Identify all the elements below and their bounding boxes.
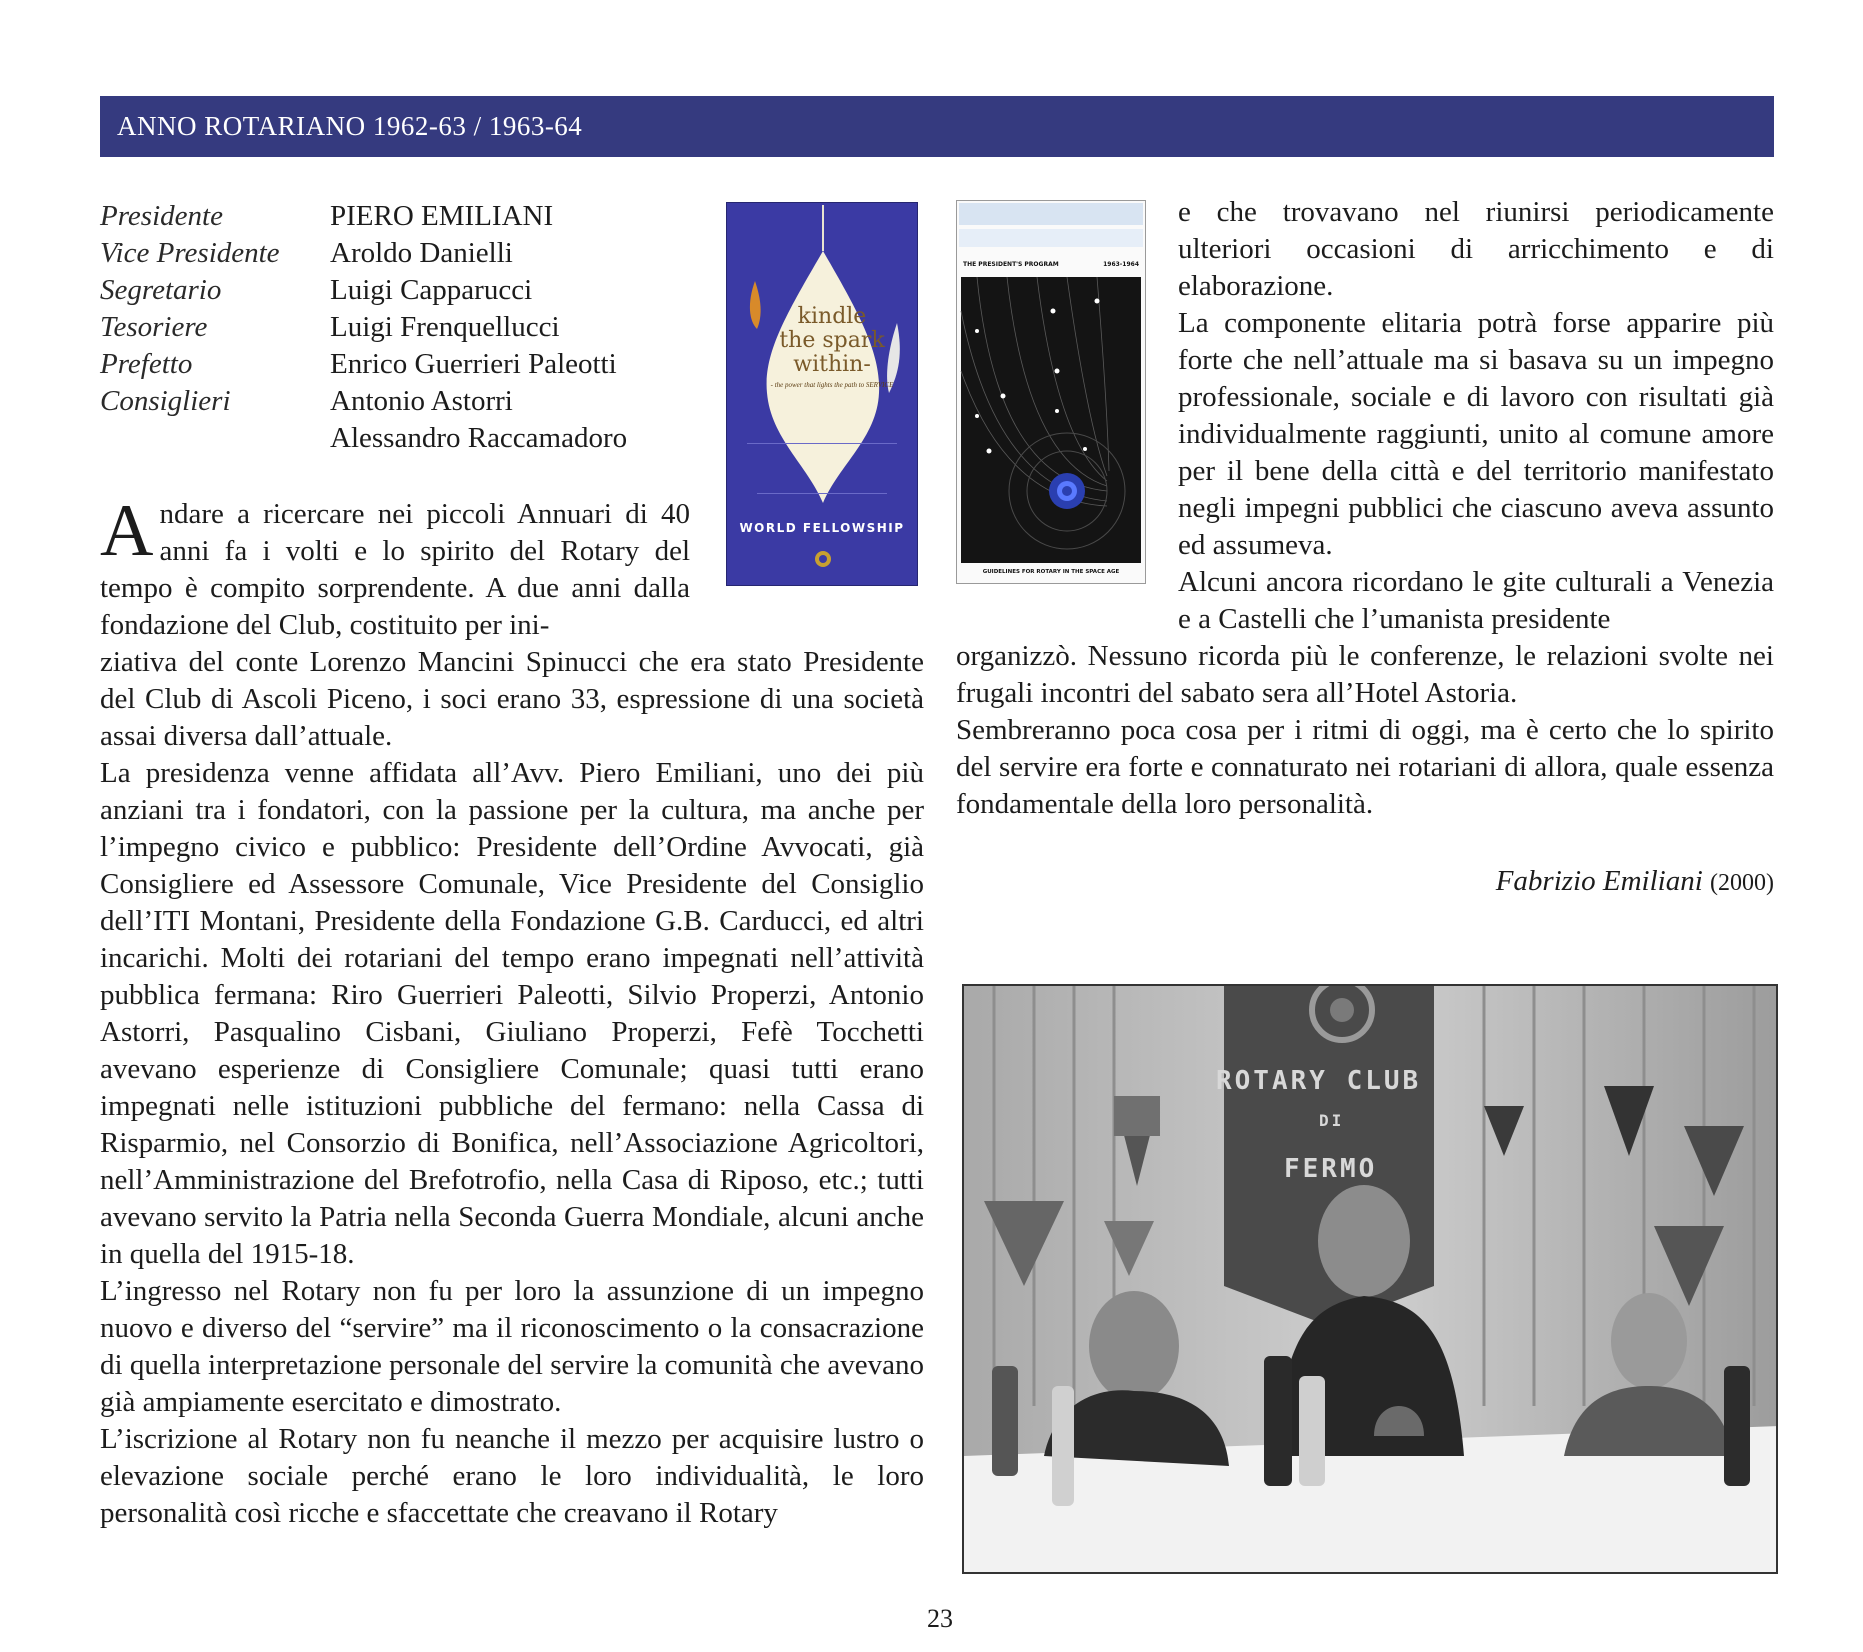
article-paragraph: La componente elitaria potrà forse apparire più forte che nell’attuale ma si basava su un impegno professionale, sociale e di lavoro con risultati già individualmente raggiunti, unito al comune amore per il bene della città e del territorio manifestato negli impegni pubblici che ciascuno aveva assunto ed assumeva. bbox=[1178, 307, 1774, 561]
cover2-header-years: 1963-1964 bbox=[1103, 261, 1139, 268]
officer-name: Luigi Capparucci bbox=[330, 274, 533, 306]
article-intro-narrow bbox=[100, 490, 690, 644]
officer-row bbox=[100, 346, 680, 383]
officer-row bbox=[100, 420, 680, 457]
officer-role: Vice Presidente bbox=[100, 237, 280, 269]
officers-list bbox=[100, 198, 680, 457]
officer-row bbox=[100, 235, 680, 272]
author-name: Fabrizio Emiliani bbox=[1495, 865, 1703, 897]
page-number: 23 bbox=[927, 1604, 953, 1633]
officer-role: Presidente bbox=[100, 200, 223, 232]
article-paragraph: Sembreranno poca cosa per i ritmi di oggi, ma è certo che lo spirito del servire era forte e connaturato nei rotariani di allora, quale essenza fondamentale della loro personalità. bbox=[956, 714, 1774, 820]
article-paragraph: La presidenza venne affidata all’Avv. Piero Emiliani, uno dei più anziani tra i fondatori, con la passione per la cultura, ma anche per l’impegno civico e pubblico: Presidente dell’Ordine Avvocati, già Consigliere ed Assessore Comunale, Vice Presidente del Consiglio dell’ITI Montani, Presidente della Fondazione G.B. Carducci, ed altri incarichi. Molti dei rotariani del tempo erano impegnati nell’attività pubblica fermana: Riro Guerrieri Paleotti, Silvio Properzi, Antonio Astorri, Pasqualino Cisbani, Giuliano Properzi, Fefè Tocchetti avevano esperienze di Consigliere Comunale; quasi tutti erano impegnati nelle istituzioni pubbliche del fermano: nella Cassa di Risparmio, nel Consorzio di Bonifica, nell’Associazione Agricoltori, nell’Amministrazione del Brefotrofio, nella Casa di Riposo, etc.; tutti avevano servito la Patria nella Seconda Guerra Mondiale, alcuni anche in quella del 1915-18. bbox=[100, 757, 924, 1270]
section-header-bar bbox=[100, 96, 1774, 157]
officer-name: PIERO EMILIANI bbox=[330, 200, 554, 232]
officer-role: Segretario bbox=[100, 274, 222, 306]
article-right-wide bbox=[956, 638, 1774, 823]
cover2-header bbox=[963, 261, 1139, 268]
banner-text-line: DI bbox=[1319, 1111, 1345, 1130]
cover1-title-line: the spark bbox=[779, 328, 885, 353]
article-paragraph bbox=[100, 490, 690, 644]
officer-role bbox=[100, 420, 330, 457]
article-right-narrow bbox=[1178, 194, 1774, 638]
cover1-title-line: kindle bbox=[797, 304, 867, 329]
article-paragraph: organizzò. Nessuno ricorda più le conferenze, le relazioni svolte nei frugali incontri del sabato sera all’Hotel Astoria. bbox=[956, 640, 1774, 709]
banner-text-line: FERMO bbox=[1284, 1154, 1378, 1184]
paragraph-text: ndare a ricercare nei piccoli Annuari di 40 anni fa i volti e lo spirito del Rotary del tempo è compito sorprendente. A due anni dalla fondazione del Club, costituito per ini- bbox=[100, 498, 690, 641]
officer-name: Luigi Frenquellucci bbox=[330, 311, 560, 343]
officer-name: Alessandro Raccamadoro bbox=[330, 422, 628, 454]
dinner-photo bbox=[962, 984, 1778, 1574]
cover1-footer: WORLD FELLOWSHIP bbox=[739, 521, 905, 535]
drop-cap: A bbox=[100, 490, 154, 572]
cover2-header-title: THE PRESIDENT'S PROGRAM bbox=[963, 261, 1059, 268]
cover1-tagline: - the power that lights the path to SERVICE bbox=[770, 381, 894, 389]
officer-row bbox=[100, 272, 680, 309]
officer-row bbox=[100, 309, 680, 346]
cover1-title bbox=[767, 305, 897, 377]
article-paragraph: e che trovavano nel riunirsi periodicamente ulteriori occasioni di arricchimento e di elaborazione. bbox=[1178, 196, 1774, 302]
article-paragraph: ziativa del conte Lorenzo Mancini Spinucci che era stato Presidente del Club di Ascoli Piceno, i soci erano 33, espressione di una società assai diversa dall’attuale. bbox=[100, 646, 924, 752]
cover1-title-line: within- bbox=[793, 352, 871, 377]
officer-role: Consiglieri bbox=[100, 385, 231, 417]
book-cover-kindle-the-spark bbox=[726, 202, 918, 586]
article-paragraph: L’iscrizione al Rotary non fu neanche il mezzo per acquisire lustro o elevazione sociale perché erano le loro individualità, le loro personalità così ricche e sfaccettate che creavano il Rotary bbox=[100, 1423, 924, 1529]
officer-name: Aroldo Danielli bbox=[330, 237, 513, 269]
officer-name: Enrico Guerrieri Paleotti bbox=[330, 348, 617, 380]
officer-role: Tesoriere bbox=[100, 311, 208, 343]
article-paragraph: Alcuni ancora ricordano le gite culturali a Venezia e a Castelli che l’umanista presidente bbox=[1178, 566, 1774, 635]
officer-name: Antonio Astorri bbox=[330, 385, 513, 417]
officer-row bbox=[100, 383, 680, 420]
section-title: ANNO ROTARIANO 1962-63 / 1963-64 bbox=[117, 111, 583, 141]
article-paragraph: L’ingresso nel Rotary non fu per loro la assunzione di un impegno nuovo e diverso del “servire” ma il riconoscimento o la consacrazione di quella interpretazione personale del servire la comunità che avevano già ampiamente esercitato e dimostrato. bbox=[100, 1275, 924, 1418]
author-signature bbox=[1300, 863, 1774, 902]
article-left-column bbox=[100, 644, 924, 1532]
book-cover-presidents-program bbox=[956, 200, 1146, 584]
officer-row bbox=[100, 198, 680, 235]
author-year: (2000) bbox=[1710, 870, 1774, 896]
banner-text-line: ROTARY CLUB bbox=[1216, 1066, 1422, 1096]
officer-role: Prefetto bbox=[100, 348, 193, 380]
cover2-footer: GUIDELINES FOR ROTARY IN THE SPACE AGE bbox=[982, 569, 1120, 575]
cover2-artwork bbox=[957, 201, 1145, 583]
